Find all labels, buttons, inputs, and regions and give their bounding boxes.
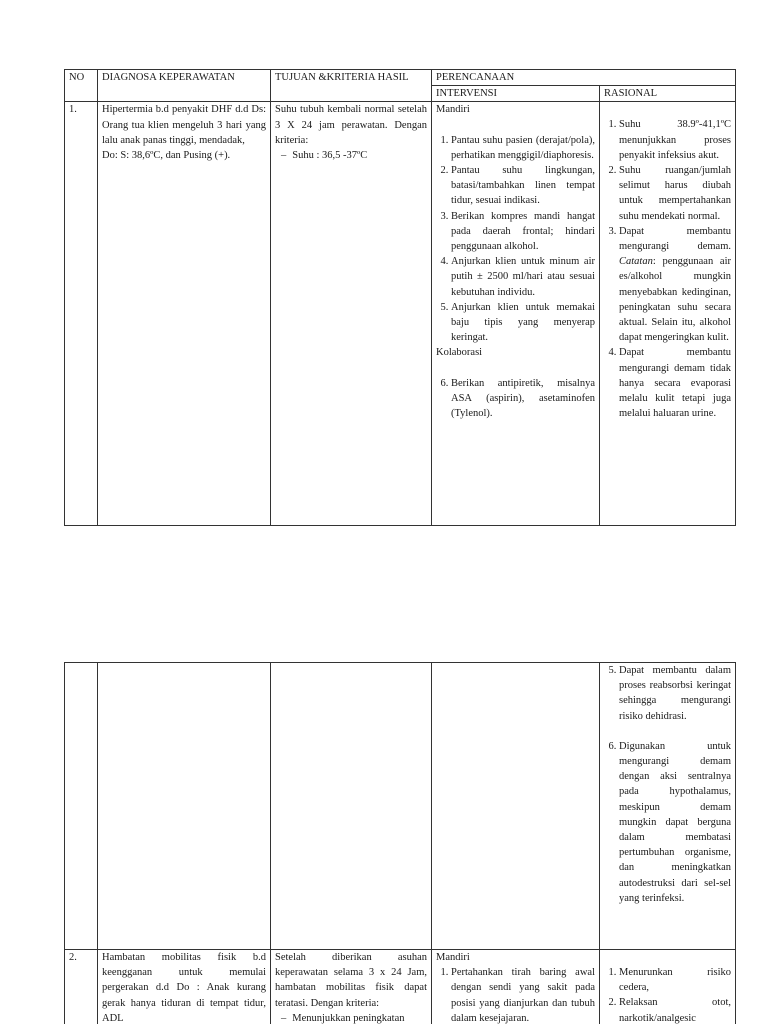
page-bottom — [0, 640, 768, 1024]
list-item: 4. Dapat membantu mengurangi demam tidak hanya secara evaporasi melalu kulit tetapi juga melalui haluaran urine. — [619, 345, 731, 421]
header-tujuan: TUJUAN &KRITERIA HASIL — [271, 70, 432, 102]
list-item: 2. Suhu ruangan/jumlah selimut harus diubah untuk mempertahankan suhu mendekati normal. — [619, 163, 731, 224]
list-item: 5. Dapat membantu dalam proses reabsorbsi keringat sehingga mengurangi risiko dehidrasi. — [619, 663, 731, 724]
continued-rasional-list — [604, 663, 731, 906]
header-rasional: RASIONAL — [600, 86, 736, 102]
header-row — [65, 70, 736, 86]
nursing-care-plan-table-page-1 — [64, 69, 736, 526]
list-item: 1. Pertahankan tirah baring awal dengan sendi yang sakit pada posisi yang dianjurkan dan tubuh dalam kesejajaran. — [451, 965, 595, 1024]
rasional-3-catatan: Catatan — [619, 256, 653, 268]
row2-intervensi — [432, 950, 600, 1024]
row2-mandiri-label: Mandiri — [436, 952, 470, 963]
nursing-care-plan-table-page-2 — [64, 662, 736, 1024]
row1-rasional-list — [604, 117, 731, 421]
row1-rasional — [600, 102, 736, 526]
row2-rasional-list — [604, 965, 731, 1024]
list-item: 1. Menurunkan risiko cedera, — [619, 965, 731, 995]
header-intervensi: INTERVENSI — [432, 86, 600, 102]
row1-diagnosa-subjective: Hipertermia b.d penyakit DHF d.d Ds: Orang tua klien mengeluh 3 hari yang lalu anak panas tinggi, mendadak, — [102, 104, 266, 146]
list-item — [619, 224, 731, 346]
row2-no: 2. — [65, 950, 98, 1024]
header-no: NO — [65, 70, 98, 102]
header-diagnosa: DIAGNOSA KEPERAWATAN — [98, 70, 271, 102]
list-item: 4. Anjurkan klien untuk minum air putih ± 2500 ml/hari atau sesuai kebutuhan individu. — [451, 254, 595, 300]
row1-mandiri-label: Mandiri — [436, 104, 470, 116]
list-item: 2. Pantau suhu lingkungan, batasi/tambahkan linen tempat tidur, sesuai indikasi. — [451, 163, 595, 209]
list-item: 2. Relaksan otot, narkotik/analgesic — [619, 995, 731, 1024]
header-perencanaan: PERENCANAAN — [432, 70, 736, 86]
list-item: 6. Digunakan untuk mengurangi demam dengan aksi sentralnya pada hypothalamus, meskipun demam mungkin dapat berguna dalam membatasi pertumbuhan organisme, dan meningkatkan autodestruksi dari sel-sel yang terinfeksi. — [619, 739, 731, 906]
list-item: 5. Anjurkan klien untuk memakai baju tipis yang menyerap keringat. — [451, 300, 595, 346]
row2-tujuan-text: Setelah diberikan asuhan keperawatan selama 3 x 24 Jam, hambatan mobilitas fisik dapat teratasi. Dengan kriteria: — [275, 952, 427, 1009]
list-item: 6. Berikan antipiretik, misalnya ASA (aspirin), asetaminofen (Tylenol). — [451, 376, 595, 422]
row2-diagnosa: Hambatan mobilitas fisik b.d keengganan untuk memulai pergerakan d.d Do : Anak kurang gerak hanya tiduran di tempat tidur, ADL — [98, 950, 271, 1024]
rasional-3-rest: : penggunaan air es/alkohol mungkin menyebabkan kedinginan, peningkatan suhu secara aktual. Selain itu, alkohol dapat mengeringkan kulit. — [619, 256, 732, 344]
row1-kriteria-item: – Suhu : 36,5 -37ºC — [293, 148, 427, 163]
row1-kriteria-list — [275, 148, 427, 163]
continued-rasional — [600, 663, 736, 950]
row1-no: 1. — [65, 102, 98, 526]
row2-kriteria-item: – Menunjukkan peningkatan — [293, 1011, 427, 1024]
row1-tujuan — [271, 102, 432, 526]
row1-tujuan-text: Suhu tubuh kembali normal setelah 3 X 24 jam perawatan. Dengan kriteria: — [275, 104, 427, 146]
row1-intervensi — [432, 102, 600, 526]
row1-kolaborasi-list — [436, 376, 595, 422]
table-row — [65, 102, 736, 526]
list-item: 3. Berikan kompres mandi hangat pada daerah frontal; hindari penggunaan alkohol. — [451, 209, 595, 255]
row1-intervensi-list — [436, 133, 595, 346]
row1-diagnosa — [98, 102, 271, 526]
table-row — [65, 663, 736, 950]
list-item: 1. Pantau suhu pasien (derajat/pola), perhatikan menggigil/diaphoresis. — [451, 133, 595, 163]
row1-diagnosa-objective: Do: S: 38,6ºC, dan Pusing (+). — [102, 150, 231, 162]
table-row — [65, 950, 736, 1024]
row2-tujuan — [271, 950, 432, 1024]
row1-kolaborasi-label: Kolaborasi — [436, 347, 483, 359]
list-item: 1. Suhu 38.9º-41,1ºC menunjukkan proses penyakit infeksius akut. — [619, 117, 731, 163]
row2-kriteria-list — [275, 1011, 427, 1024]
rasional-3-lead: Dapat membantu mengurangi demam. — [619, 225, 732, 253]
row2-rasional — [600, 950, 736, 1024]
row2-intervensi-list — [436, 965, 595, 1024]
